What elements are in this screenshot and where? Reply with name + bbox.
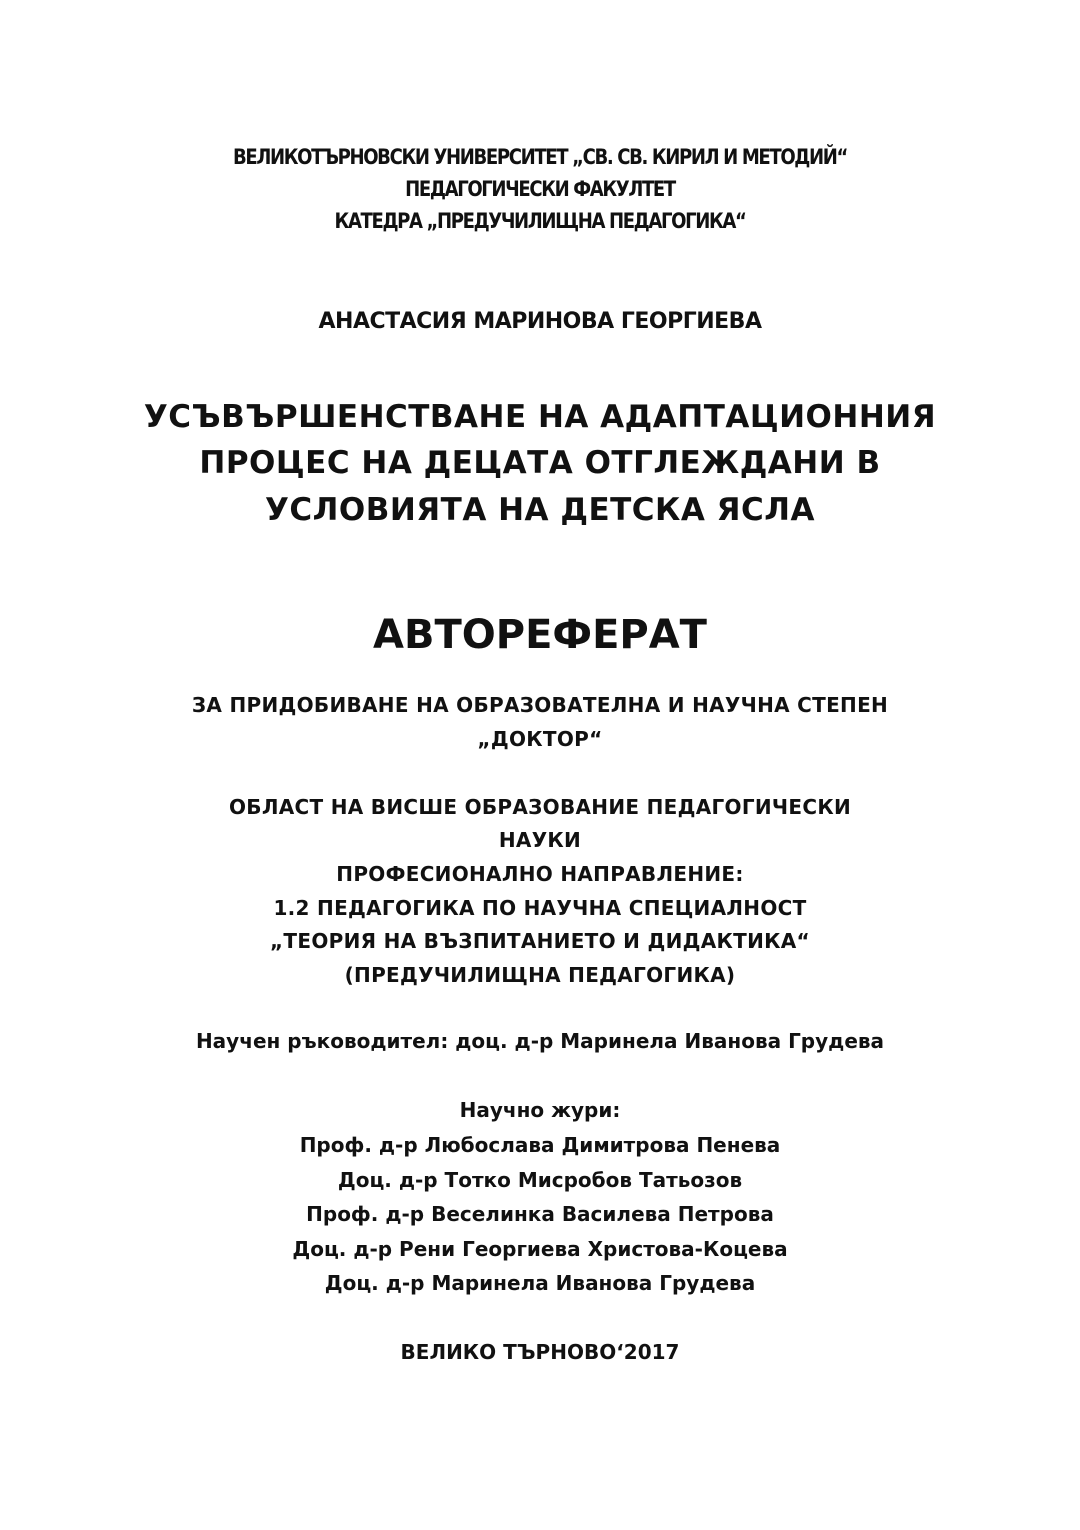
- degree-line: „ДОКТОР“: [477, 727, 603, 751]
- degree-line: ЗА ПРИДОБИВАНЕ НА ОБРАЗОВАТЕЛНА И НАУЧНА СТЕПЕН: [191, 693, 889, 717]
- jury-member: Проф. д-р Веселинка Василева Петрова: [306, 1202, 774, 1226]
- field-line: ПРОФЕСИОНАЛНО НАПРАВЛЕНИЕ:: [336, 862, 744, 886]
- jury-member: Проф. д-р Любослава Димитрова Пенева: [299, 1133, 781, 1157]
- title-line: УСЪВЪРШЕНСТВАНЕ НА АДАПТАЦИОННИЯ: [143, 399, 937, 435]
- university-name: ВЕЛИКОТЪРНОВСКИ УНИВЕРСИТЕТ „СВ. СВ. КИРИЛ И МЕТОДИЙ“: [232, 145, 847, 169]
- jury-label: Научно жури:: [459, 1098, 621, 1122]
- field-line: 1.2 ПЕДАГОГИКА ПО НАУЧНА СПЕЦИАЛНОСТ: [273, 896, 807, 920]
- field-line: НАУКИ: [498, 828, 582, 852]
- faculty-name: ПЕДАГОГИЧЕСКИ ФАКУЛТЕТ: [405, 177, 675, 201]
- field-line: „ТЕОРИЯ НА ВЪЗПИТАНИЕТО И ДИДАКТИКА“: [269, 929, 811, 953]
- department-name: КАТЕДРА „ПРЕДУЧИЛИЩНА ПЕДАГОГИКА“: [334, 209, 746, 233]
- title-line: ПРОЦЕС НА ДЕЦАТА ОТГЛЕЖДАНИ В: [199, 445, 881, 481]
- title-line: УСЛОВИЯТА НА ДЕТСКА ЯСЛА: [264, 492, 816, 528]
- jury-member: Доц. д-р Рени Георгиева Христова-Коцева: [292, 1237, 788, 1261]
- jury-member: Доц. д-р Тотко Мисробов Татьозов: [337, 1168, 743, 1192]
- document-type: АВТОРЕФЕРАТ: [373, 612, 707, 658]
- place-year: ВЕЛИКО ТЪРНОВО‘2017: [400, 1340, 680, 1364]
- field-line: (ПРЕДУЧИЛИЩНА ПЕДАГОГИКА): [344, 963, 736, 987]
- supervisor: Научен ръководител: доц. д-р Маринела Иванова Грудева: [195, 1029, 885, 1053]
- author-name: АНАСТАСИЯ МАРИНОВА ГЕОРГИЕВА: [318, 309, 762, 334]
- jury-member: Доц. д-р Маринела Иванова Грудева: [324, 1271, 756, 1295]
- field-line: ОБЛАСТ НА ВИСШЕ ОБРАЗОВАНИЕ ПЕДАГОГИЧЕСКИ: [228, 795, 852, 819]
